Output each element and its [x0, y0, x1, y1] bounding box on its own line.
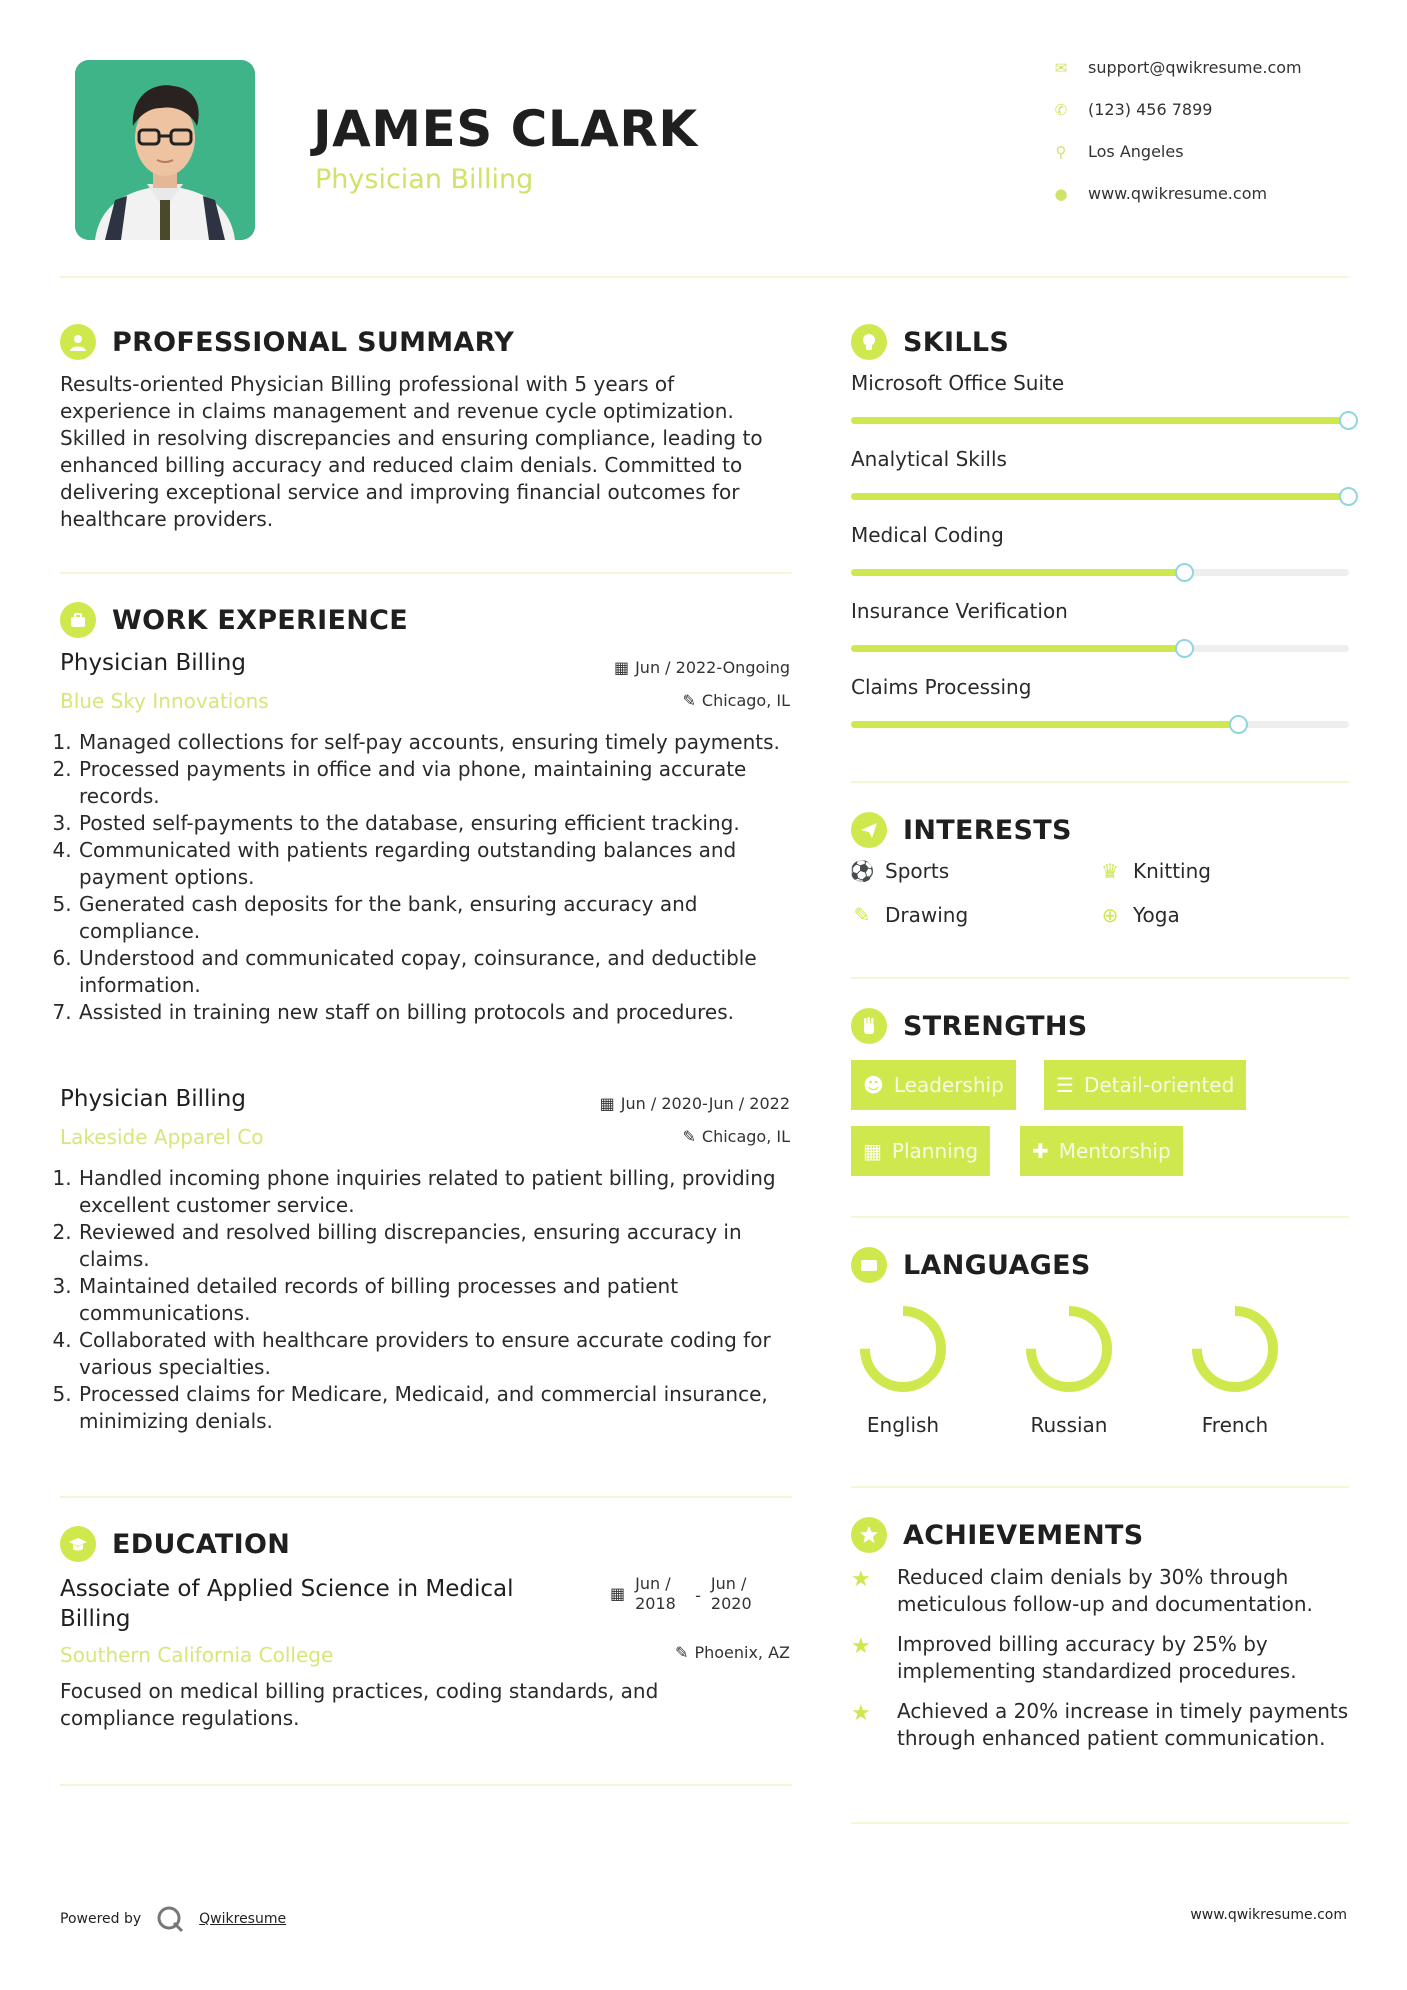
star-icon: [851, 1517, 887, 1553]
user-plus-icon: ✚: [1032, 1139, 1049, 1163]
languages-title: LANGUAGES: [903, 1249, 1091, 1281]
skill-bar: [851, 417, 1349, 424]
language-label: English: [866, 1413, 940, 1437]
skill-name: Claims Processing: [851, 675, 1032, 699]
skill-bar: [851, 721, 1349, 728]
achievements-heading: [851, 1517, 1144, 1553]
user-icon: [60, 324, 96, 360]
skill-bar-fill: [851, 493, 1349, 500]
avatar: [75, 60, 255, 240]
interest-item: [851, 859, 949, 883]
trophy-icon: ♛: [1101, 859, 1119, 883]
strength-tag: [1044, 1060, 1246, 1110]
users-icon: ☻: [863, 1073, 884, 1097]
location-pin-icon: ⚲: [1055, 142, 1067, 161]
job-1-title: Physician Billing: [60, 650, 246, 676]
powered-by-label: Powered by: [60, 1911, 142, 1927]
language-label: French: [1201, 1413, 1269, 1437]
skill-name: Microsoft Office Suite: [851, 371, 1065, 395]
calendar-icon: ▦: [863, 1139, 882, 1163]
lifebuoy-icon: ⊕: [1101, 903, 1119, 927]
skill-bar-knob: [1175, 639, 1194, 658]
language-ring: [853, 1299, 953, 1399]
languages-divider: [851, 1486, 1349, 1488]
globe-icon: ●: [1054, 184, 1068, 203]
contact-phone[interactable]: [1050, 100, 1212, 119]
envelope-icon: ✉: [1054, 58, 1068, 77]
summary-text: Results-oriented Physician Billing professional with 5 years of experience in claims management and revenue cycle optimization. Skilled in resolving discrepancies and ensuring compliance, leading to enhanced billing accuracy and reduced claim denials. Committed to delivering exceptional service and improving financial outcomes for healthcare providers.: [60, 372, 763, 531]
education-school: Southern California College: [60, 1643, 334, 1667]
skill-bar-fill: [851, 417, 1349, 424]
interests-divider: [851, 977, 1349, 979]
education-date-separator: -: [695, 1586, 701, 1605]
summary-title: PROFESSIONAL SUMMARY: [112, 326, 515, 358]
candidate-name: JAMES CLARK: [313, 100, 698, 158]
achievement-text: Reduced claim denials by 30% through meticulous follow-up and documentation.: [897, 1565, 1313, 1616]
calendar-icon: ▦: [599, 1094, 615, 1113]
skill-name: Insurance Verification: [851, 599, 1068, 623]
language-icon: [851, 1247, 887, 1283]
skill-name: Analytical Skills: [851, 447, 1007, 471]
skill-name: Medical Coding: [851, 523, 1004, 547]
job-2-location-text: Chicago, IL: [701, 1127, 790, 1146]
strengths-divider: [851, 1216, 1349, 1218]
skills-title: SKILLS: [903, 326, 1010, 358]
list-item: 1. Handled incoming phone inquiries related to patient billing, providing excellent customer service.: [78, 1165, 790, 1219]
education-date-start: Jun / 2018: [635, 1574, 676, 1613]
pushpin-icon: ✎: [682, 691, 696, 710]
interest-label: Drawing: [885, 903, 969, 927]
contact-location: [1050, 142, 1184, 161]
skill-bar-knob: [1229, 715, 1248, 734]
summary-heading: [60, 324, 514, 360]
job-1-date-text: Jun / 2022-Ongoing: [635, 658, 790, 677]
interests-heading: [851, 812, 1072, 848]
skill-bar: [851, 493, 1349, 500]
education-location: [675, 1643, 790, 1662]
list-item: 3. Posted self-payments to the database, ensuring efficient tracking.: [78, 810, 790, 837]
graduation-cap-icon: [60, 1526, 96, 1562]
list-item: 1. Managed collections for self-pay accounts, ensuring timely payments.: [78, 729, 790, 756]
profile-photo: [75, 60, 255, 240]
interest-label: Knitting: [1133, 859, 1211, 883]
skill-bar-knob: [1339, 487, 1358, 506]
achievement-item: [851, 1564, 1349, 1618]
achievement-item: [851, 1698, 1349, 1752]
work-heading: [60, 602, 408, 638]
interests-title: INTERESTS: [903, 814, 1072, 846]
work-divider: [60, 1496, 792, 1498]
header-divider: [60, 276, 1349, 278]
skill-bar: [851, 569, 1349, 576]
strengths-title: STRENGTHS: [903, 1010, 1088, 1042]
achievement-item: [851, 1631, 1349, 1685]
skill-bar-knob: [1175, 563, 1194, 582]
education-degree: Associate of Applied Science in Medical Billing: [60, 1576, 514, 1632]
job-2-location: [682, 1127, 790, 1146]
contact-email-text: support@qwikresume.com: [1088, 58, 1302, 77]
contact-website-text: www.qwikresume.com: [1088, 184, 1268, 203]
strength-tag: [851, 1126, 990, 1176]
job-2-responsibilities: [60, 1165, 790, 1435]
footer-powered-by: [60, 1904, 286, 1934]
education-location-text: Phoenix, AZ: [694, 1643, 790, 1662]
list-item: 3. Maintained detailed records of billing processes and patient communications.: [78, 1273, 790, 1327]
job-2-date: [600, 1094, 790, 1113]
pushpin-icon: ✎: [682, 1127, 696, 1146]
contact-phone-text: (123) 456 7899: [1088, 100, 1213, 119]
job-2-date-text: Jun / 2020-Jun / 2022: [620, 1094, 790, 1113]
list-item: 4. Collaborated with healthcare providers to ensure accurate coding for various specialties.: [78, 1327, 790, 1381]
skill-bar-knob: [1339, 411, 1358, 430]
list-item: 5. Generated cash deposits for the bank, ensuring accuracy and compliance.: [78, 891, 790, 945]
lightbulb-icon: [851, 324, 887, 360]
contact-website[interactable]: [1050, 184, 1267, 203]
skills-heading: [851, 324, 1009, 360]
strength-label: Planning: [891, 1139, 979, 1163]
skill-bar-fill: [851, 645, 1185, 652]
paper-plane-icon: [851, 812, 887, 848]
job-2-company: Lakeside Apparel Co: [60, 1125, 264, 1149]
list-item: 2. Processed payments in office and via phone, maintaining accurate records.: [78, 756, 790, 810]
pushpin-icon: ✎: [675, 1643, 689, 1662]
contact-location-text: Los Angeles: [1088, 142, 1184, 161]
footer-url[interactable]: www.qwikresume.com: [1190, 1907, 1347, 1923]
soccer-ball-icon: ⚽: [849, 859, 875, 883]
interest-item: [1099, 903, 1180, 927]
education-title: EDUCATION: [112, 1528, 291, 1560]
list-item: 7. Assisted in training new staff on billing protocols and procedures.: [78, 999, 790, 1026]
qwikresume-logo-icon: [155, 1904, 185, 1934]
interest-label: Sports: [885, 859, 950, 883]
education-divider: [60, 1784, 792, 1786]
shooting-star-icon: ★: [851, 1634, 871, 1659]
job-1-date: [614, 658, 790, 677]
qwikresume-link[interactable]: Qwikresume: [199, 1911, 287, 1927]
contact-email[interactable]: [1050, 58, 1302, 77]
achievement-text: Improved billing accuracy by 25% by implementing standardized procedures.: [897, 1632, 1297, 1683]
skill-bar-fill: [851, 721, 1239, 728]
skill-bar: [851, 645, 1349, 652]
list-item: 5. Processed claims for Medicare, Medicaid, and commercial insurance, minimizing denials.: [78, 1381, 790, 1435]
briefcase-icon: [60, 602, 96, 638]
education-description: Focused on medical billing practices, coding standards, and compliance regulations.: [60, 1679, 659, 1730]
education-date-end: Jun / 2020: [710, 1574, 752, 1613]
phone-icon: ✆: [1054, 100, 1068, 119]
skill-bar-fill: [851, 569, 1185, 576]
shooting-star-icon: ★: [851, 1567, 871, 1592]
pencil-icon: ✎: [853, 903, 871, 927]
strength-tag: [1020, 1126, 1183, 1176]
interest-label: Yoga: [1133, 903, 1180, 927]
strength-label: Leadership: [893, 1073, 1004, 1097]
list-item: 4. Communicated with patients regarding outstanding balances and payment options.: [78, 837, 790, 891]
interest-item: [1099, 859, 1211, 883]
list-item: 6. Understood and communicated copay, coinsurance, and deductible information.: [78, 945, 790, 999]
job-1-company: Blue Sky Innovations: [60, 689, 269, 713]
strength-tag: [851, 1060, 1016, 1110]
languages-heading: [851, 1247, 1091, 1283]
language-ring: [1019, 1299, 1119, 1399]
job-1-responsibilities: [60, 729, 790, 1026]
strength-label: Detail-oriented: [1083, 1073, 1235, 1097]
achievement-text: Achieved a 20% increase in timely payments through enhanced patient communication.: [897, 1699, 1349, 1750]
summary-divider: [60, 572, 792, 574]
interest-item: [851, 903, 968, 927]
calendar-icon: ▦: [613, 658, 630, 677]
education-date: [610, 1574, 761, 1614]
achievements-divider: [851, 1822, 1349, 1824]
skills-divider: [851, 781, 1349, 783]
strength-label: Mentorship: [1058, 1139, 1171, 1163]
list-icon: ☰: [1056, 1073, 1074, 1097]
language-ring: [1185, 1299, 1285, 1399]
language-label: Russian: [1030, 1413, 1108, 1437]
strengths-heading: [851, 1008, 1088, 1044]
work-title: WORK EXPERIENCE: [112, 604, 408, 636]
job-1-location-text: Chicago, IL: [701, 691, 790, 710]
job-1-location: [682, 691, 790, 710]
shooting-star-icon: ★: [851, 1701, 871, 1726]
achievements-title: ACHIEVEMENTS: [903, 1519, 1144, 1551]
list-item: 2. Reviewed and resolved billing discrepancies, ensuring accuracy in claims.: [78, 1219, 790, 1273]
education-heading: [60, 1526, 290, 1562]
hand-icon: [851, 1008, 887, 1044]
candidate-role: Physician Billing: [315, 164, 534, 195]
calendar-icon: ▦: [610, 1584, 626, 1603]
job-2-title: Physician Billing: [60, 1086, 246, 1112]
